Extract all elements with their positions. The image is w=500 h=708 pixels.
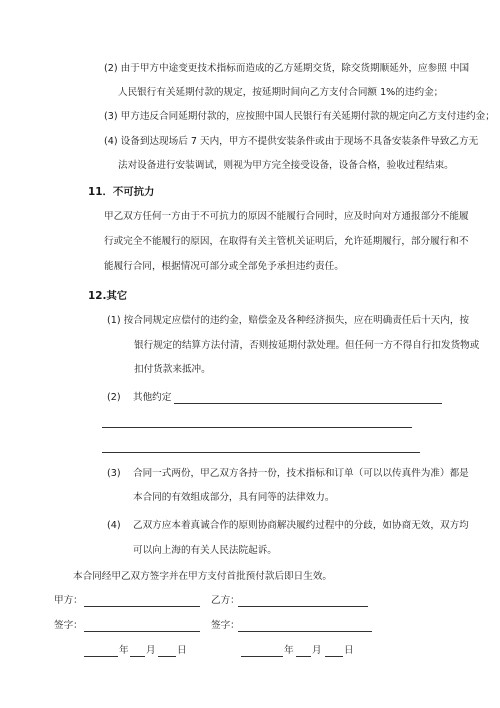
party-b-day-label: 日 — [344, 645, 354, 656]
section-11-line-2: 行或完全不能履行的原因，在取得有关主管机关证明后，允许延期履行，部分履行和不 — [104, 236, 469, 247]
party-b-month-label: 月 — [312, 645, 322, 656]
party-b-day-field[interactable] — [325, 656, 343, 657]
section-12-item-3-line-2: 本合同的有效组成部分，具有同等的法律效力。 — [133, 492, 335, 503]
clause-4-line-1: (4) 设备到达现场后 7 天内，甲方不提供安装条件或由于现场不具备安装条件导致乙方无 — [104, 136, 479, 147]
section-12-item-1-line-2: 银行规定的结算方法付清，否则按延期付款处理。但任何一方不得自行扣发货物或 — [134, 340, 480, 351]
party-b-field[interactable] — [238, 606, 368, 607]
party-b-year-field[interactable] — [241, 656, 283, 657]
section-12-heading: 12.其它 — [88, 290, 128, 302]
party-a-field[interactable] — [84, 606, 200, 607]
section-12-item-3-number: (3) — [107, 468, 121, 479]
party-a-day-label: 日 — [177, 645, 187, 656]
party-a-month-field[interactable] — [130, 656, 145, 657]
section-12-item-4-number: (4) — [107, 520, 121, 531]
other-terms-line-3[interactable] — [102, 452, 420, 453]
party-b-sign-field[interactable] — [238, 631, 372, 632]
section-12-item-4-line-1: 乙双方应本着真诚合作的原则协商解决履约过程中的分歧，如协商无效，双方均 — [133, 520, 469, 531]
section-12-item-1-line-3: 扣付货款来抵冲。 — [134, 364, 211, 375]
party-a-label: 甲方： — [54, 595, 83, 606]
section-12-item-4-line-2: 可以向上海的有关人民法院起诉。 — [133, 545, 277, 556]
clause-2-line-2: 人民银行有关延期付款的规定，按延期时间向乙方支付合同额 1%的违约金； — [118, 87, 444, 98]
party-a-month-label: 月 — [146, 645, 156, 656]
party-b-month-field[interactable] — [296, 656, 311, 657]
party-a-sign-label: 签字： — [54, 620, 83, 631]
party-a-sign-field[interactable] — [84, 631, 200, 632]
section-11-line-1: 甲乙双方任何一方由于不可抗力的原因不能履行合同时，应及时向对方通报部分不能履 — [104, 211, 469, 222]
party-b-year-label: 年 — [284, 645, 294, 656]
other-terms-label: 其他约定 — [133, 392, 172, 403]
other-terms-line-2[interactable] — [102, 427, 412, 428]
section-12-item-2-number: (2) — [107, 392, 121, 403]
party-b-label: 乙方： — [211, 595, 240, 606]
section-12-item-1-line-1: (1) 按合同规定应偿付的违约金，赔偿金及各种经济损失，应在明确责任后十天内，按 — [107, 315, 470, 326]
clause-3-line-1: (3) 甲方违反合同延期付款的，应按照中国人民银行有关延期付款的规定向乙方支付违约金； — [104, 111, 495, 122]
party-b-sign-label: 签字： — [211, 620, 240, 631]
section-11-heading: 11．不可抗力 — [88, 186, 155, 198]
section-12-item-3-line-1: 合同一式两份，甲乙双方各持一份，技术指标和订单（可以以传真件为准）都是 — [133, 468, 469, 479]
clause-4-line-2: 法对设备进行安装调试，则视为甲方完全接受设备，设备合格，验收过程结束。 — [118, 160, 454, 171]
party-a-year-label: 年 — [119, 645, 129, 656]
party-a-year-field[interactable] — [84, 656, 118, 657]
other-terms-line-1[interactable] — [174, 403, 442, 404]
effective-clause: 本合同经甲乙双方签字并在甲方支付首批预付款后即日生效。 — [73, 571, 333, 582]
section-11-line-3: 能履行合同，根据情况可部分或全部免予承担违约责任。 — [104, 261, 344, 272]
clause-2-line-1: (2) 由于甲方中途变更技术指标而造成的乙方延期交货，除交货期顺延外，应参照 中国 — [104, 63, 470, 74]
party-a-day-field[interactable] — [158, 656, 176, 657]
